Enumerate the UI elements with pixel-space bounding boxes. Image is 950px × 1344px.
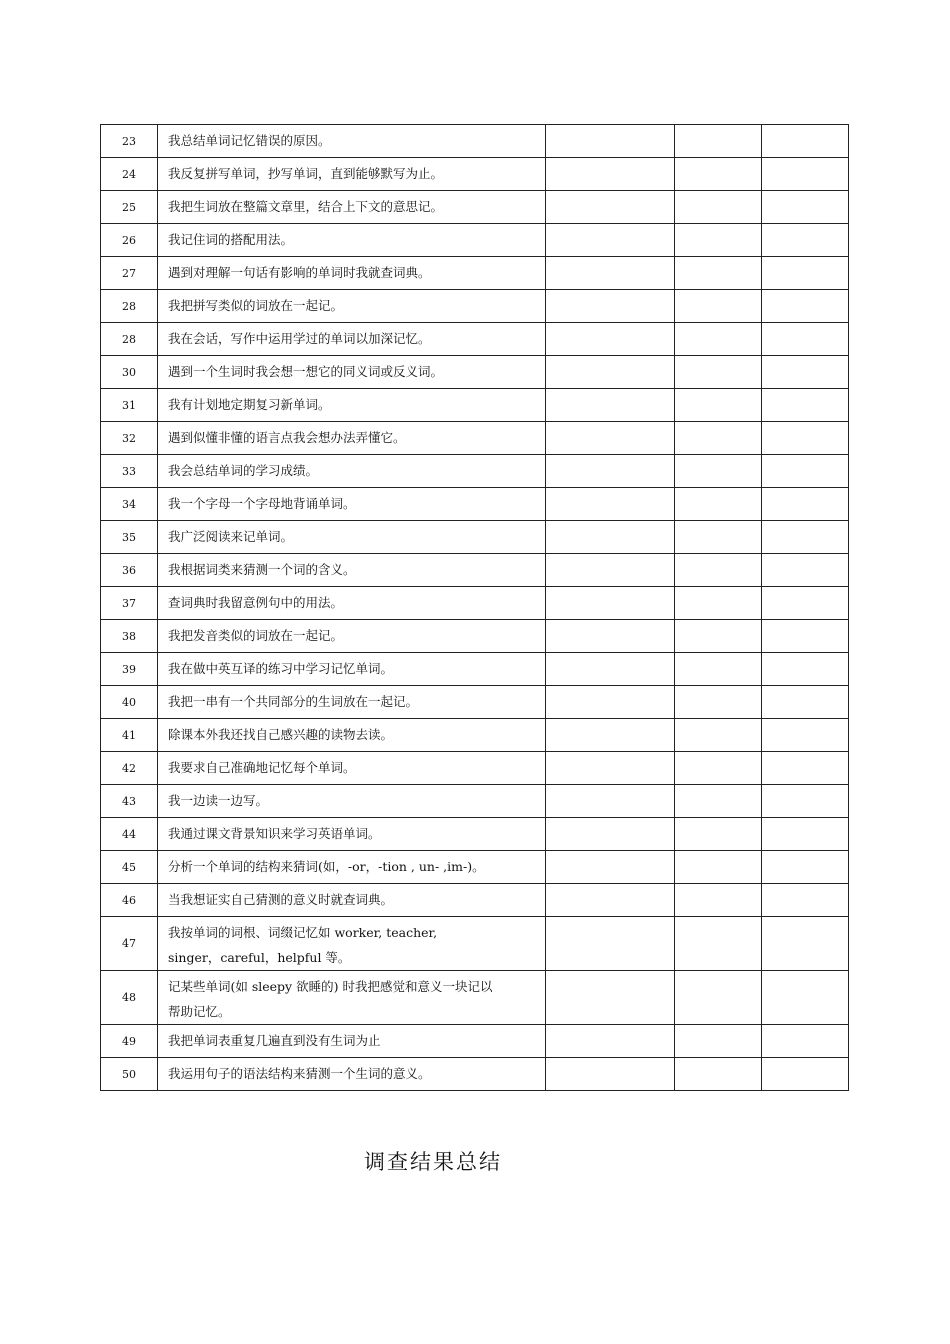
item-statement bbox=[158, 653, 546, 686]
response-cell-1 bbox=[546, 884, 675, 917]
response-cell-1 bbox=[546, 719, 675, 752]
item-statement bbox=[158, 422, 546, 455]
response-cell-2 bbox=[675, 587, 762, 620]
item-statement bbox=[158, 917, 546, 971]
item-statement bbox=[158, 851, 546, 884]
table-row bbox=[101, 719, 849, 752]
statement-line: 帮助记忆。 bbox=[168, 1004, 231, 1019]
response-cell-3 bbox=[762, 290, 849, 323]
response-cell-1 bbox=[546, 290, 675, 323]
statement-line: 我一边读一边写。 bbox=[168, 793, 269, 808]
table-row bbox=[101, 785, 849, 818]
response-cell-1 bbox=[546, 224, 675, 257]
statement-line: 我广泛阅读来记单词。 bbox=[168, 529, 294, 544]
item-number: 38 bbox=[101, 620, 158, 653]
item-number: 25 bbox=[101, 191, 158, 224]
response-cell-1 bbox=[546, 620, 675, 653]
response-cell-2 bbox=[675, 257, 762, 290]
item-statement bbox=[158, 554, 546, 587]
response-cell-1 bbox=[546, 191, 675, 224]
statement-line: 我总结单词记忆错误的原因。 bbox=[168, 133, 331, 148]
table-row bbox=[101, 290, 849, 323]
item-number: 27 bbox=[101, 257, 158, 290]
item-number: 30 bbox=[101, 356, 158, 389]
item-number: 48 bbox=[101, 971, 158, 1025]
response-cell-2 bbox=[675, 158, 762, 191]
response-cell-2 bbox=[675, 851, 762, 884]
response-cell-3 bbox=[762, 620, 849, 653]
item-number: 23 bbox=[101, 125, 158, 158]
response-cell-3 bbox=[762, 488, 849, 521]
response-cell-3 bbox=[762, 389, 849, 422]
item-statement bbox=[158, 389, 546, 422]
response-cell-2 bbox=[675, 521, 762, 554]
response-cell-3 bbox=[762, 191, 849, 224]
item-statement bbox=[158, 323, 546, 356]
statement-line: 遇到对理解一句话有影响的单词时我就查词典。 bbox=[168, 265, 431, 280]
item-statement bbox=[158, 455, 546, 488]
item-statement bbox=[158, 818, 546, 851]
response-cell-2 bbox=[675, 488, 762, 521]
item-statement bbox=[158, 620, 546, 653]
statement-line: 我把发音类似的词放在一起记。 bbox=[168, 628, 344, 643]
item-statement bbox=[158, 752, 546, 785]
item-number: 46 bbox=[101, 884, 158, 917]
response-cell-2 bbox=[675, 917, 762, 971]
response-cell-2 bbox=[675, 290, 762, 323]
item-statement bbox=[158, 1058, 546, 1091]
item-statement bbox=[158, 356, 546, 389]
response-cell-2 bbox=[675, 1058, 762, 1091]
item-number: 40 bbox=[101, 686, 158, 719]
item-number: 24 bbox=[101, 158, 158, 191]
response-cell-2 bbox=[675, 224, 762, 257]
response-cell-3 bbox=[762, 554, 849, 587]
response-cell-1 bbox=[546, 455, 675, 488]
response-cell-2 bbox=[675, 554, 762, 587]
item-number: 41 bbox=[101, 719, 158, 752]
statement-line: 我要求自己准确地记忆每个单词。 bbox=[168, 760, 356, 775]
response-cell-2 bbox=[675, 323, 762, 356]
statement-line: 除课本外我还找自己感兴趣的读物去读。 bbox=[168, 727, 394, 742]
statement-line: 遇到似懂非懂的语言点我会想办法弄懂它。 bbox=[168, 430, 406, 445]
statement-line: 我有计划地定期复习新单词。 bbox=[168, 397, 331, 412]
item-statement bbox=[158, 1025, 546, 1058]
statement-line: 我根据词类来猜测一个词的含义。 bbox=[168, 562, 356, 577]
response-cell-1 bbox=[546, 389, 675, 422]
summary-title: 调查结果总结 bbox=[364, 1150, 502, 1174]
item-number: 39 bbox=[101, 653, 158, 686]
statement-line: 遇到一个生词时我会想一想它的同义词或反义词。 bbox=[168, 364, 444, 379]
item-number: 36 bbox=[101, 554, 158, 587]
table-row bbox=[101, 125, 849, 158]
item-number: 33 bbox=[101, 455, 158, 488]
statement-line: 我通过课文背景知识来学习英语单词。 bbox=[168, 826, 381, 841]
response-cell-3 bbox=[762, 257, 849, 290]
table-row bbox=[101, 653, 849, 686]
response-cell-3 bbox=[762, 818, 849, 851]
response-cell-1 bbox=[546, 488, 675, 521]
statement-line: 我运用句子的语法结构来猜测一个生词的意义。 bbox=[168, 1066, 431, 1081]
statement-line: 我在会话，写作中运用学过的单词以加深记忆。 bbox=[168, 331, 431, 346]
response-cell-1 bbox=[546, 971, 675, 1025]
item-statement bbox=[158, 191, 546, 224]
response-cell-1 bbox=[546, 917, 675, 971]
item-statement bbox=[158, 884, 546, 917]
response-cell-2 bbox=[675, 620, 762, 653]
response-cell-1 bbox=[546, 851, 675, 884]
response-cell-3 bbox=[762, 851, 849, 884]
table-row bbox=[101, 323, 849, 356]
item-statement bbox=[158, 971, 546, 1025]
table-row bbox=[101, 1058, 849, 1091]
table-row bbox=[101, 158, 849, 191]
table-row bbox=[101, 257, 849, 290]
table-row bbox=[101, 620, 849, 653]
response-cell-2 bbox=[675, 389, 762, 422]
table-row bbox=[101, 587, 849, 620]
response-cell-1 bbox=[546, 125, 675, 158]
response-cell-2 bbox=[675, 191, 762, 224]
response-cell-1 bbox=[546, 356, 675, 389]
statement-line: 记某些单词(如 sleepy 欲睡的) 时我把感觉和意义一块记以 bbox=[168, 979, 493, 994]
response-cell-1 bbox=[546, 686, 675, 719]
table-row bbox=[101, 191, 849, 224]
statement-line: 我在做中英互译的练习中学习记忆单词。 bbox=[168, 661, 394, 676]
response-cell-3 bbox=[762, 686, 849, 719]
item-statement bbox=[158, 587, 546, 620]
table-row bbox=[101, 1025, 849, 1058]
response-cell-3 bbox=[762, 971, 849, 1025]
item-statement bbox=[158, 158, 546, 191]
item-statement bbox=[158, 686, 546, 719]
item-number: 37 bbox=[101, 587, 158, 620]
table-row bbox=[101, 488, 849, 521]
statement-line: 查词典时我留意例句中的用法。 bbox=[168, 595, 344, 610]
response-cell-3 bbox=[762, 224, 849, 257]
item-number: 43 bbox=[101, 785, 158, 818]
response-cell-2 bbox=[675, 752, 762, 785]
item-statement bbox=[158, 521, 546, 554]
item-number: 34 bbox=[101, 488, 158, 521]
item-statement bbox=[158, 257, 546, 290]
response-cell-3 bbox=[762, 1025, 849, 1058]
table-row bbox=[101, 851, 849, 884]
statement-line: 我按单词的词根、词缀记忆如 worker, teacher, bbox=[168, 925, 438, 940]
table-row bbox=[101, 884, 849, 917]
response-cell-3 bbox=[762, 422, 849, 455]
response-cell-2 bbox=[675, 455, 762, 488]
response-cell-2 bbox=[675, 653, 762, 686]
response-cell-1 bbox=[546, 587, 675, 620]
response-cell-3 bbox=[762, 323, 849, 356]
table-row bbox=[101, 356, 849, 389]
item-statement bbox=[158, 719, 546, 752]
item-statement bbox=[158, 785, 546, 818]
item-number: 47 bbox=[101, 917, 158, 971]
item-number: 28 bbox=[101, 323, 158, 356]
response-cell-2 bbox=[675, 356, 762, 389]
response-cell-2 bbox=[675, 785, 762, 818]
table-row bbox=[101, 455, 849, 488]
item-number: 49 bbox=[101, 1025, 158, 1058]
response-cell-2 bbox=[675, 818, 762, 851]
item-number: 50 bbox=[101, 1058, 158, 1091]
response-cell-1 bbox=[546, 554, 675, 587]
response-cell-2 bbox=[675, 971, 762, 1025]
response-cell-2 bbox=[675, 1025, 762, 1058]
table-row bbox=[101, 818, 849, 851]
table-row bbox=[101, 389, 849, 422]
statement-line: 我把单词表重复几遍直到没有生词为止 bbox=[168, 1033, 381, 1048]
response-cell-1 bbox=[546, 653, 675, 686]
item-number: 31 bbox=[101, 389, 158, 422]
table-row bbox=[101, 224, 849, 257]
response-cell-3 bbox=[762, 653, 849, 686]
table-row bbox=[101, 917, 849, 971]
response-cell-1 bbox=[546, 1058, 675, 1091]
response-cell-1 bbox=[546, 818, 675, 851]
response-cell-1 bbox=[546, 422, 675, 455]
table-row bbox=[101, 971, 849, 1025]
response-cell-3 bbox=[762, 752, 849, 785]
statement-line: 我把拼写类似的词放在一起记。 bbox=[168, 298, 344, 313]
item-number: 45 bbox=[101, 851, 158, 884]
response-cell-3 bbox=[762, 884, 849, 917]
response-cell-1 bbox=[546, 257, 675, 290]
statement-line: 我会总结单词的学习成绩。 bbox=[168, 463, 319, 478]
statement-line: 当我想证实自己猜测的意义时就查词典。 bbox=[168, 892, 394, 907]
response-cell-1 bbox=[546, 323, 675, 356]
response-cell-3 bbox=[762, 719, 849, 752]
table-row bbox=[101, 422, 849, 455]
response-cell-2 bbox=[675, 719, 762, 752]
response-cell-3 bbox=[762, 158, 849, 191]
survey-table bbox=[100, 124, 849, 1091]
response-cell-3 bbox=[762, 1058, 849, 1091]
table-row bbox=[101, 521, 849, 554]
response-cell-1 bbox=[546, 752, 675, 785]
response-cell-3 bbox=[762, 356, 849, 389]
response-cell-1 bbox=[546, 521, 675, 554]
response-cell-3 bbox=[762, 455, 849, 488]
response-cell-2 bbox=[675, 422, 762, 455]
statement-line: 我记住词的搭配用法。 bbox=[168, 232, 294, 247]
response-cell-2 bbox=[675, 884, 762, 917]
statement-line: 我把一串有一个共同部分的生词放在一起记。 bbox=[168, 694, 419, 709]
item-statement bbox=[158, 125, 546, 158]
item-number: 44 bbox=[101, 818, 158, 851]
response-cell-2 bbox=[675, 125, 762, 158]
statement-line: 我一个字母一个字母地背诵单词。 bbox=[168, 496, 356, 511]
response-cell-3 bbox=[762, 917, 849, 971]
item-number: 26 bbox=[101, 224, 158, 257]
response-cell-3 bbox=[762, 125, 849, 158]
statement-line: 我反复拼写单词，抄写单词，直到能够默写为止。 bbox=[168, 166, 444, 181]
item-statement bbox=[158, 290, 546, 323]
statement-line: singer，careful，helpful 等。 bbox=[168, 950, 351, 965]
statement-line: 我把生词放在整篇文章里，结合上下文的意思记。 bbox=[168, 199, 444, 214]
response-cell-2 bbox=[675, 686, 762, 719]
item-number: 42 bbox=[101, 752, 158, 785]
table-row bbox=[101, 752, 849, 785]
item-number: 32 bbox=[101, 422, 158, 455]
response-cell-1 bbox=[546, 785, 675, 818]
table-row bbox=[101, 686, 849, 719]
item-statement bbox=[158, 488, 546, 521]
response-cell-3 bbox=[762, 521, 849, 554]
response-cell-1 bbox=[546, 1025, 675, 1058]
response-cell-3 bbox=[762, 785, 849, 818]
item-number: 35 bbox=[101, 521, 158, 554]
response-cell-1 bbox=[546, 158, 675, 191]
item-number: 28 bbox=[101, 290, 158, 323]
table-row bbox=[101, 554, 849, 587]
item-statement bbox=[158, 224, 546, 257]
response-cell-3 bbox=[762, 587, 849, 620]
statement-line: 分析一个单词的结构来猜词(如，-or，-tion , un- ,im-)。 bbox=[168, 859, 485, 874]
